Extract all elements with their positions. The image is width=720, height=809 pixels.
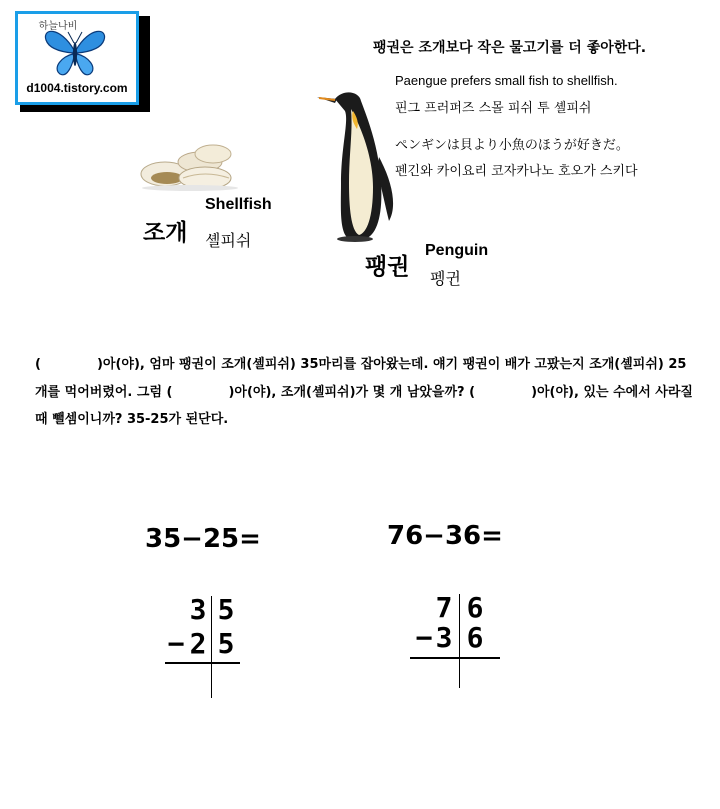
- story-text: )아(야), 엄마 팽권이 조개(셸피쉬) 35마리를 잡아왔는데. 얘기 팽권이 배가 고팠는지 조개(셸피쉬) 25개를 먹어버렸어. 그럼 (: [35, 357, 687, 400]
- penguin-word-english: Penguin: [425, 242, 489, 259]
- story-paragraph: [35, 351, 695, 434]
- answer-line: [410, 657, 500, 659]
- sentence-english: Paengue prefers small fish to shellfish.: [395, 73, 618, 88]
- penguin-word-korean: 팽권: [365, 254, 410, 280]
- story-text: )아(야), 있는 수에서 사라질 때 뺄셈이니까? 35-25가 된단다.: [35, 384, 693, 427]
- butterfly-icon: [40, 24, 110, 80]
- sentence-english-phonetic: 핀그 프러퍼즈 스몰 피쉬 투 셸피쉬: [395, 101, 592, 116]
- digit: 5: [217, 627, 235, 660]
- sentence-japanese: ペンギンは貝より小魚のほうが好きだ。: [395, 138, 629, 153]
- sentence-japanese-phonetic: 펜긴와 카이요리 코자카나노 호오가 스키다: [395, 164, 638, 179]
- minus-sign: −: [415, 621, 433, 654]
- column-divider: [459, 594, 460, 688]
- minus-sign: −: [167, 627, 185, 660]
- logo-url[interactable]: d1004.tistory.com: [26, 81, 128, 95]
- digit: 2: [189, 627, 207, 660]
- sentence-korean: 팽권은 조개보다 작은 물고기를 더 좋아한다.: [373, 40, 647, 56]
- clam-word-korean: 조개: [143, 220, 188, 246]
- story-text: )아(야), 조개(셸피쉬)가 몇 개 남았을까? (: [228, 384, 476, 400]
- digit: 6: [466, 621, 484, 654]
- digit: 3: [189, 593, 207, 626]
- logo-title: 하늘나비: [38, 21, 78, 32]
- digit: 3: [435, 621, 453, 654]
- story-text: (: [35, 357, 41, 372]
- clams-image: [135, 140, 245, 192]
- blog-logo[interactable]: [15, 11, 139, 105]
- penguin-word-phonetic: 펭귄: [430, 269, 461, 288]
- answer-line: [165, 662, 240, 664]
- digit: 6: [466, 591, 484, 624]
- equation-label: 76−36=: [387, 521, 503, 551]
- column-divider: [211, 596, 212, 698]
- vertical-subtraction: [408, 590, 508, 692]
- equation-label: 35−25=: [145, 524, 261, 554]
- clam-word-phonetic: 셸피쉬: [205, 231, 252, 250]
- digit: 7: [435, 591, 453, 624]
- vertical-subtraction: [160, 592, 250, 702]
- penguin-image: [315, 87, 405, 245]
- clam-word-english: Shellfish: [205, 196, 272, 213]
- digit: 5: [217, 593, 235, 626]
